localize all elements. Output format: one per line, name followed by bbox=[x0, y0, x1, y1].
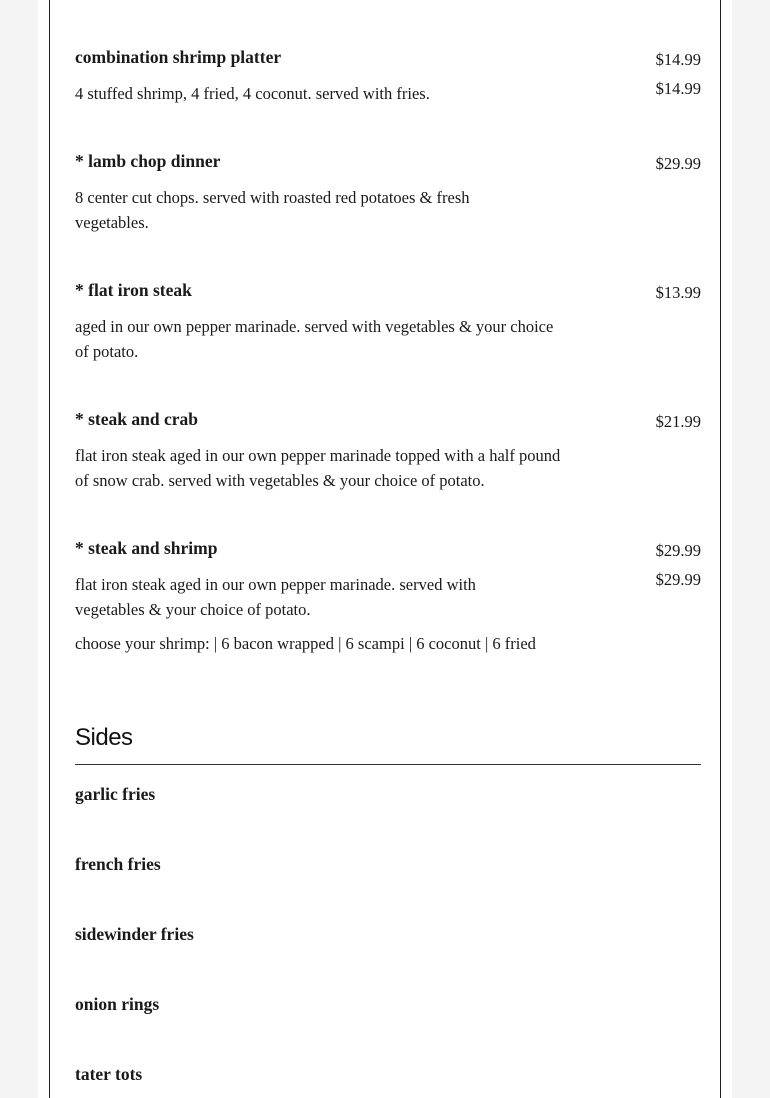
menu-item-note: choose your shrimp: | 6 bacon wrapped | 6 scampi | 6 coconut | 6 fried bbox=[75, 634, 536, 653]
side-item: onion rings bbox=[75, 994, 160, 1014]
menu-item-price: $14.99 bbox=[655, 50, 701, 69]
menu-item-price: $21.99 bbox=[655, 412, 701, 431]
section-divider bbox=[75, 764, 701, 765]
menu-item-price: $29.99 bbox=[655, 570, 701, 589]
side-item: sidewinder fries bbox=[75, 924, 194, 944]
side-item: tater tots bbox=[75, 1064, 143, 1084]
side-item: garlic fries bbox=[75, 784, 156, 804]
menu-item-description: 4 stuffed shrimp, 4 fried, 4 coconut. served with fries. bbox=[75, 84, 430, 103]
menu-item-price: $29.99 bbox=[655, 541, 701, 560]
menu-item-price: $29.99 bbox=[655, 154, 701, 173]
menu-item-description: flat iron steak aged in our own pepper marinade topped with a half pound of snow crab. served with vegetables & your choice of potato. bbox=[75, 446, 561, 490]
menu-item-price: $13.99 bbox=[655, 283, 701, 302]
menu-item-description: 8 center cut chops. served with roasted red potatoes & fresh vegetables. bbox=[75, 188, 470, 232]
menu-item-name: combination shrimp platter bbox=[75, 47, 282, 67]
menu-item-description: aged in our own pepper marinade. served with vegetables & your choice of potato. bbox=[75, 317, 554, 361]
side-item: french fries bbox=[75, 854, 161, 874]
menu-item-name: * lamb chop dinner bbox=[75, 151, 221, 171]
menu-item-price: $14.99 bbox=[655, 79, 701, 98]
menu-item-name: * flat iron steak bbox=[75, 280, 192, 300]
menu-item-description: flat iron steak aged in our own pepper marinade. served with vegetables & your choice of potato. bbox=[75, 575, 476, 619]
section-title-sides: Sides bbox=[75, 724, 133, 751]
menu-item-name: * steak and shrimp bbox=[75, 538, 218, 558]
menu-item-name: * steak and crab bbox=[75, 409, 198, 429]
